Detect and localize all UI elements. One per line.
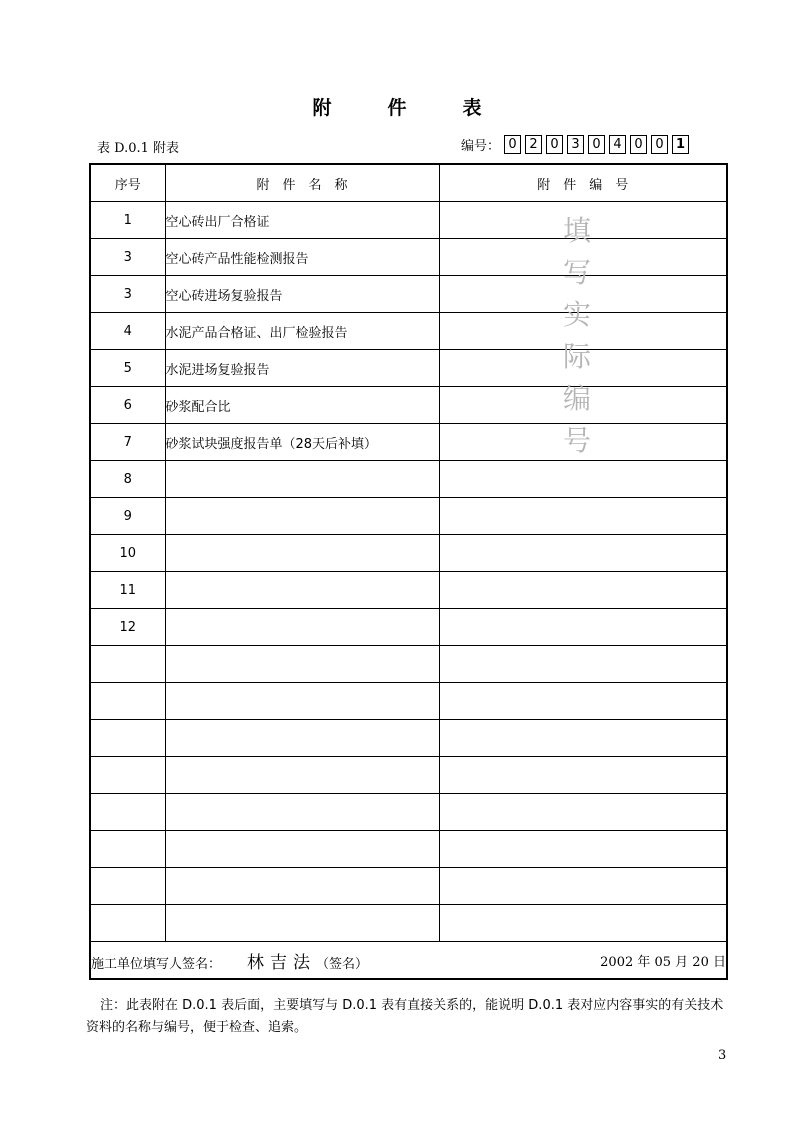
footer-cell	[90, 942, 727, 980]
code-digit-box: 3	[567, 135, 584, 154]
code-field	[461, 135, 689, 154]
row-seq: 4	[90, 313, 165, 350]
row-attachment-name: 砂浆配合比	[165, 387, 439, 424]
sign-date: 2002 年 05 月 20 日	[600, 954, 726, 970]
row-attachment-number	[439, 498, 727, 535]
row-seq: 3	[90, 239, 165, 276]
header-number: 附 件 编 号	[439, 164, 727, 202]
row-attachment-number	[439, 387, 727, 424]
row-attachment-name	[165, 757, 439, 794]
watermark-char: 号	[562, 424, 591, 457]
table-row	[90, 461, 727, 498]
header-seq: 序号	[90, 164, 165, 202]
row-attachment-name	[165, 572, 439, 609]
row-attachment-number	[439, 646, 727, 683]
row-attachment-number	[439, 461, 727, 498]
table-row	[90, 202, 727, 239]
row-seq: 8	[90, 461, 165, 498]
row-attachment-number	[439, 794, 727, 831]
table-row	[90, 868, 727, 905]
page-title	[0, 93, 794, 120]
code-digit-box: 4	[609, 135, 626, 154]
title-char: 附	[312, 97, 332, 119]
row-attachment-name	[165, 498, 439, 535]
row-seq	[90, 868, 165, 905]
row-seq	[90, 831, 165, 868]
form-label: 表 D.0.1 附表	[97, 141, 180, 156]
row-seq: 1	[90, 202, 165, 239]
table-row	[90, 720, 727, 757]
row-attachment-number	[439, 535, 727, 572]
row-attachment-name: 水泥产品合格证、出厂检验报告	[165, 313, 439, 350]
row-attachment-name	[165, 794, 439, 831]
row-attachment-number	[439, 313, 727, 350]
sign-note: （签名）	[316, 956, 369, 972]
table-row	[90, 239, 727, 276]
page-number: 3	[718, 1048, 727, 1063]
row-attachment-name	[165, 646, 439, 683]
row-attachment-name: 水泥进场复验报告	[165, 350, 439, 387]
table-row	[90, 498, 727, 535]
table-row	[90, 646, 727, 683]
table-row	[90, 424, 727, 461]
row-attachment-name: 空心砖进场复验报告	[165, 276, 439, 313]
table-row	[90, 276, 727, 313]
watermark-char: 编	[562, 382, 591, 415]
row-attachment-number	[439, 239, 727, 276]
table-row	[90, 609, 727, 646]
code-label: 编号：	[461, 139, 501, 154]
footer-row	[90, 942, 727, 980]
row-attachment-name: 砂浆试块强度报告单（28天后补填）	[165, 424, 439, 461]
row-attachment-number	[439, 757, 727, 794]
row-attachment-name	[165, 905, 439, 942]
code-digit-box: 0	[630, 135, 647, 154]
row-attachment-number	[439, 276, 727, 313]
row-seq	[90, 646, 165, 683]
row-attachment-number	[439, 572, 727, 609]
table-row	[90, 905, 727, 942]
watermark-char: 际	[562, 340, 591, 373]
row-attachment-name	[165, 868, 439, 905]
row-seq	[90, 905, 165, 942]
sign-label: 施工单位填写人签名：	[91, 956, 222, 972]
row-attachment-name	[165, 461, 439, 498]
watermark-char: 实	[562, 298, 591, 331]
row-attachment-name	[165, 535, 439, 572]
row-seq: 9	[90, 498, 165, 535]
row-attachment-number	[439, 609, 727, 646]
row-seq: 3	[90, 276, 165, 313]
attachment-table	[89, 163, 728, 980]
table-row	[90, 757, 727, 794]
table-row	[90, 831, 727, 868]
row-seq: 11	[90, 572, 165, 609]
row-attachment-number	[439, 424, 727, 461]
row-attachment-number	[439, 683, 727, 720]
row-attachment-name: 空心砖出厂合格证	[165, 202, 439, 239]
code-digit-box: 0	[651, 135, 668, 154]
title-char: 表	[462, 97, 482, 119]
row-attachment-name	[165, 609, 439, 646]
row-seq	[90, 720, 165, 757]
watermark-char: 写	[562, 256, 591, 289]
title-char: 件	[387, 97, 407, 119]
row-attachment-name	[165, 720, 439, 757]
code-digit-box: 0	[588, 135, 605, 154]
signer-name: 林吉法	[247, 952, 317, 973]
row-attachment-number	[439, 905, 727, 942]
row-seq: 6	[90, 387, 165, 424]
table-row	[90, 313, 727, 350]
table-row	[90, 683, 727, 720]
code-digit-box: 1	[672, 135, 689, 154]
watermark-char: 填	[562, 214, 591, 247]
table-row	[90, 572, 727, 609]
row-seq	[90, 794, 165, 831]
header-name: 附 件 名 称	[165, 164, 439, 202]
code-digit-box: 0	[546, 135, 563, 154]
row-seq: 10	[90, 535, 165, 572]
code-digit-box: 2	[525, 135, 542, 154]
row-seq: 12	[90, 609, 165, 646]
row-seq: 7	[90, 424, 165, 461]
row-seq	[90, 757, 165, 794]
table-row	[90, 387, 727, 424]
table-row	[90, 350, 727, 387]
row-seq: 5	[90, 350, 165, 387]
table-row	[90, 794, 727, 831]
footnote: 注：此表附在 D.0.1 表后面，主要填写与 D.0.1 表有直接关系的，能说明 D.0.1 表对应内容事实的有关技术资料的名称与编号，便于检查、追索。	[86, 998, 724, 1035]
row-attachment-number	[439, 720, 727, 757]
table-header-row	[90, 164, 727, 202]
table-row	[90, 535, 727, 572]
row-attachment-name	[165, 683, 439, 720]
row-attachment-name	[165, 831, 439, 868]
row-attachment-number	[439, 202, 727, 239]
row-attachment-name: 空心砖产品性能检测报告	[165, 239, 439, 276]
row-seq	[90, 683, 165, 720]
row-attachment-number	[439, 350, 727, 387]
code-digit-box: 0	[504, 135, 521, 154]
row-attachment-number	[439, 868, 727, 905]
row-attachment-number	[439, 831, 727, 868]
